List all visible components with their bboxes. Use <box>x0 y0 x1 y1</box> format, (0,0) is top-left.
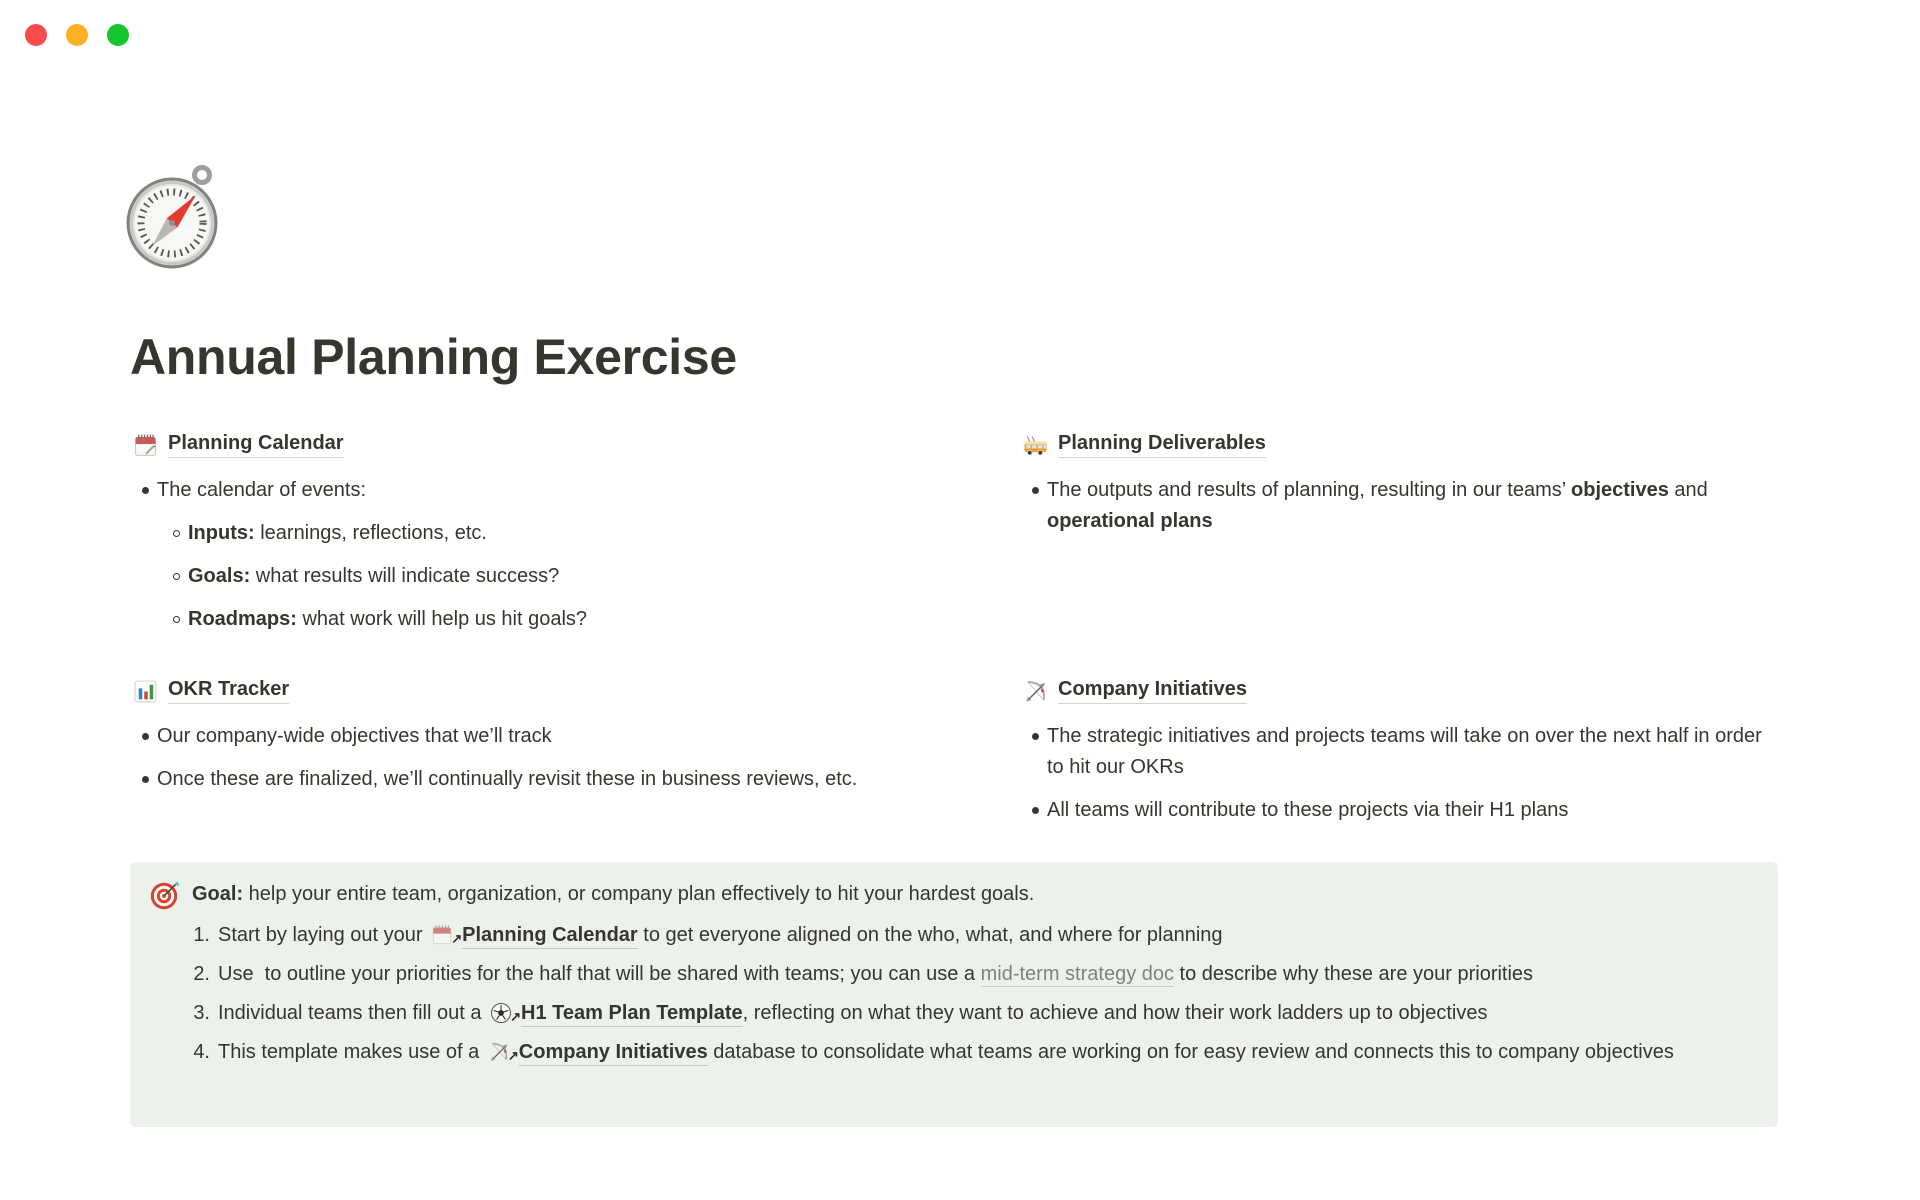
bullet-icon <box>133 721 157 752</box>
link-arrow-icon: ↗ <box>451 931 463 946</box>
list-item <box>1023 721 1778 783</box>
bullet-icon <box>1023 475 1047 537</box>
bullet-text: learnings, reflections, etc. <box>254 522 487 544</box>
bullet-icon <box>1023 795 1047 826</box>
compass-icon <box>126 162 220 270</box>
okr-tracker-heading <box>133 676 888 706</box>
bullet-text: and <box>1668 479 1714 501</box>
page-title: Annual Planning Exercise <box>130 329 737 385</box>
bullet-text-bold: operational plans <box>1047 510 1213 532</box>
goal-label: Goal: <box>192 883 244 905</box>
link-arrow-icon: ↗ <box>507 1048 519 1063</box>
bow-and-arrow-icon <box>1023 679 1048 704</box>
window-controls <box>25 24 148 46</box>
company-initiatives-link[interactable]: Company Initiatives <box>1058 678 1247 704</box>
step-number: 3. <box>193 1002 210 1024</box>
h1-team-plan-template-link[interactable]: H1 Team Plan Template <box>521 1002 743 1027</box>
planning-calendar-heading <box>133 430 888 460</box>
list-item <box>164 561 888 592</box>
bullet-icon <box>133 764 157 795</box>
bullet-text: The strategic initiatives and projects teams will take on over the next half in order to hit our OKRs <box>1047 725 1768 778</box>
sub-bullet-icon <box>164 518 188 549</box>
numbered-steps <box>186 920 1754 1068</box>
planning-calendar-inline-link[interactable]: Planning Calendar <box>462 924 638 949</box>
bullet-text: The outputs and results of planning, resulting in our teams’ <box>1047 479 1572 501</box>
list-item <box>164 518 888 549</box>
step-3 <box>186 998 1754 1029</box>
section-okr-tracker <box>133 676 888 838</box>
list-item <box>133 721 888 752</box>
planning-deliverables-heading <box>1023 430 1778 460</box>
bullet-text: Our company-wide objectives that we’ll track <box>157 725 552 747</box>
spiral-calendar-icon <box>431 924 463 948</box>
fullscreen-button[interactable] <box>107 24 129 46</box>
step-text: database to consolidate what teams are working on for easy review and connects this to company objectives <box>707 1041 1674 1063</box>
okr-tracker-link[interactable]: OKR Tracker <box>168 678 289 704</box>
sub-bullet-icon <box>164 604 188 635</box>
bullet-text: what work will help us hit goals? <box>296 608 588 630</box>
goal-row <box>150 879 1754 910</box>
step-text: to get everyone aligned on the who, what, and where for planning <box>637 924 1223 946</box>
step-number: 4. <box>193 1041 210 1063</box>
content-columns <box>133 430 1778 838</box>
bullet-text: All teams will contribute to these projects via their H1 plans <box>1047 799 1569 821</box>
step-number: 2. <box>193 963 210 985</box>
link-arrow-icon: ↗ <box>510 1009 522 1024</box>
sub-list <box>164 518 888 635</box>
company-initiatives-heading <box>1023 676 1778 706</box>
trolleybus-icon <box>1023 433 1048 458</box>
list-item <box>133 764 888 795</box>
section-planning-calendar <box>133 430 888 647</box>
bullet-icon <box>1023 721 1047 783</box>
mid-term-strategy-doc-link[interactable]: mid-term strategy doc <box>980 963 1174 985</box>
step-text: to describe why these are your priorities <box>1174 963 1534 985</box>
step-text: This template makes use of a <box>218 1041 485 1063</box>
goal-callout <box>130 862 1778 1127</box>
bar-chart-icon <box>133 679 158 704</box>
bullet-text: what results will indicate success? <box>250 565 560 587</box>
spiral-calendar-icon <box>133 433 158 458</box>
step-text: Use to outline your priorities for the half that will be shared with teams; you can use a <box>218 963 981 985</box>
goal-description: help your entire team, organization, or company plan effectively to hit your hardest goals. <box>243 883 1035 905</box>
step-text: , reflecting on what they want to achieve and how their work ladders up to objectives <box>742 1002 1488 1024</box>
minimize-button[interactable] <box>66 24 88 46</box>
bow-and-arrow-icon <box>488 1041 519 1065</box>
soccer-ball-icon <box>490 1002 522 1026</box>
bullet-text-bold: Inputs: <box>188 522 255 544</box>
step-4 <box>186 1037 1754 1068</box>
sub-bullet-icon <box>164 561 188 592</box>
direct-hit-icon <box>150 880 180 910</box>
planning-deliverables-link[interactable]: Planning Deliverables <box>1058 432 1266 458</box>
list-item <box>1023 475 1778 537</box>
list-item <box>1023 795 1778 826</box>
step-text: Start by laying out your <box>218 924 429 946</box>
step-1 <box>186 920 1754 951</box>
goal-text <box>192 879 1034 910</box>
step-text: Individual teams then fill out a <box>218 1002 488 1024</box>
bullet-text-bold: Roadmaps: <box>188 608 297 630</box>
planning-calendar-link[interactable]: Planning Calendar <box>168 432 344 458</box>
step-2 <box>186 959 1754 990</box>
bullet-text-bold: objectives <box>1571 479 1669 501</box>
section-planning-deliverables <box>1023 430 1778 647</box>
bullet-text: The calendar of events: <box>157 479 367 501</box>
bullet-text-bold: Goals: <box>188 565 251 587</box>
list-item <box>133 475 888 506</box>
step-number: 1. <box>193 924 210 946</box>
list-item <box>164 604 888 635</box>
section-company-initiatives <box>1023 676 1778 838</box>
page-icon-compass[interactable] <box>126 162 220 270</box>
bullet-text: Once these are finalized, we’ll continually revisit these in business reviews, etc. <box>157 768 858 790</box>
company-initiatives-inline-link[interactable]: Company Initiatives <box>519 1041 708 1066</box>
close-button[interactable] <box>25 24 47 46</box>
bullet-icon <box>133 475 157 506</box>
